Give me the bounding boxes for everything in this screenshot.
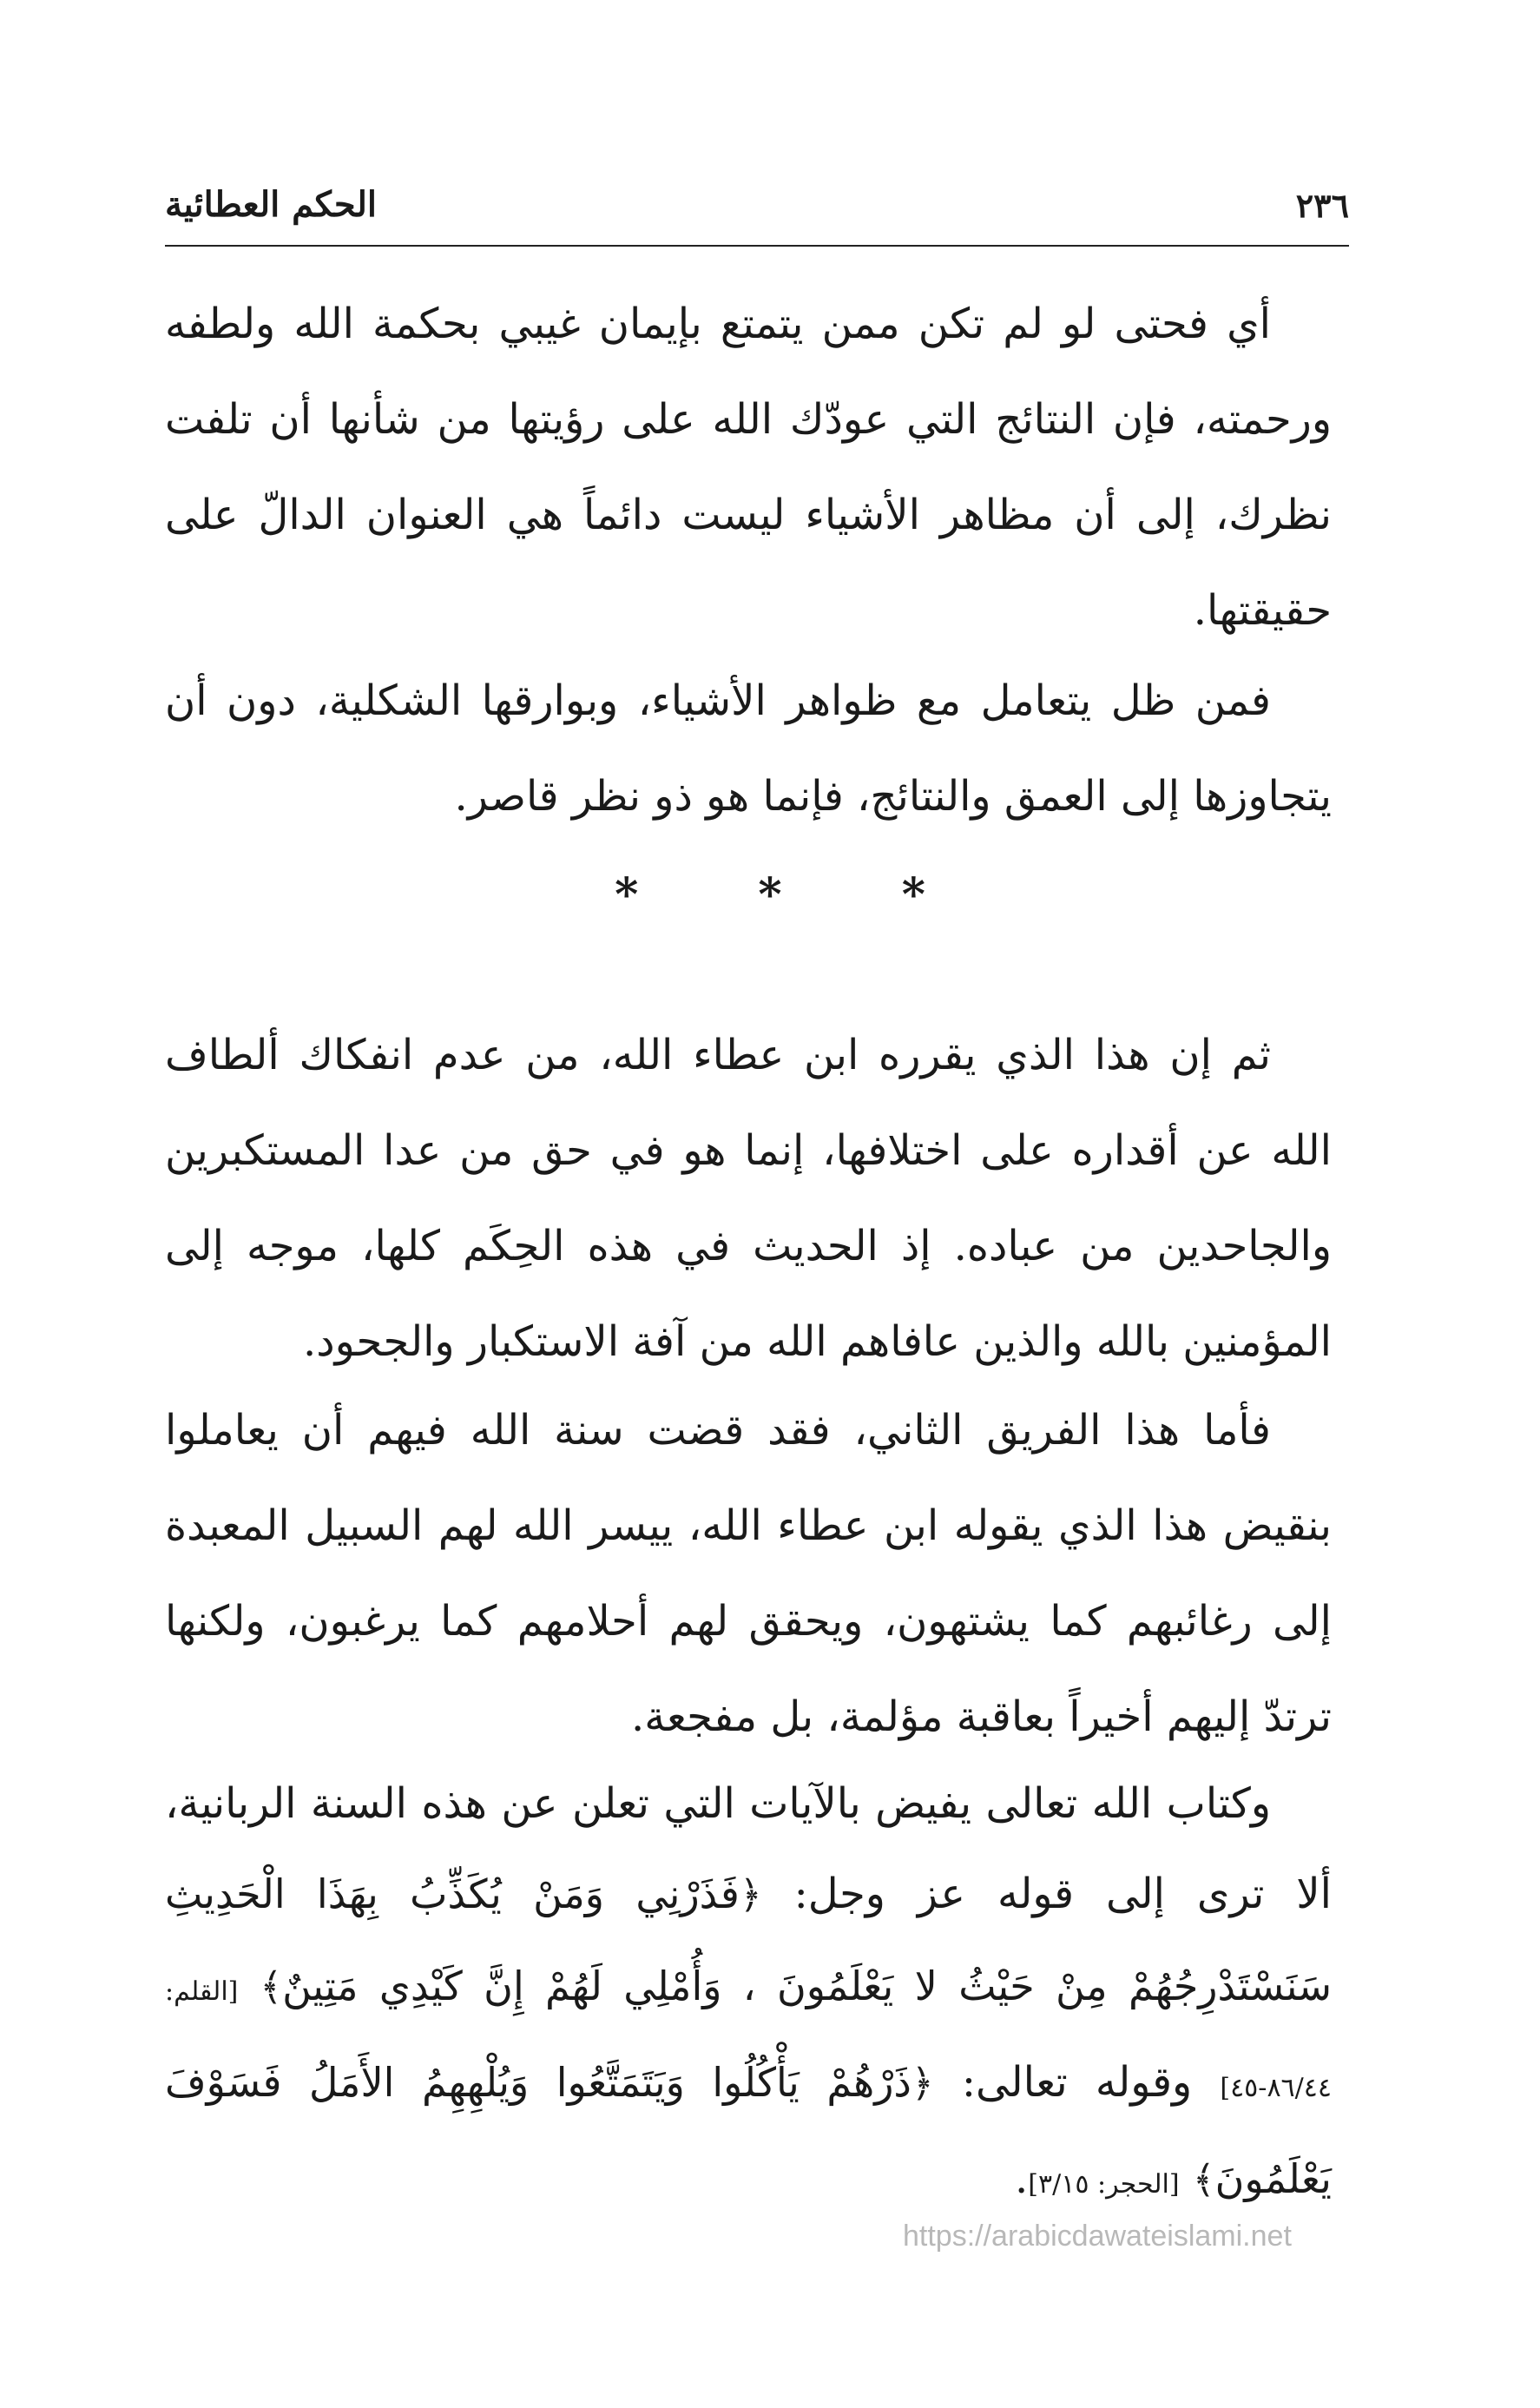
text-block-3 xyxy=(165,1007,1332,1389)
watermark-url: https://arabicdawateislami.net xyxy=(903,2220,1292,2253)
text-block-1 xyxy=(165,276,1332,658)
quran-verse-2: ذَرْهُمْ يَأْكُلُوا وَيَتَمَتَّعُوا وَيُلْهِهِمُ الأَمَلُ فَسَوْفَ يَعْلَمُونَ xyxy=(165,2059,1332,2202)
quran-open-brace: ﴿ xyxy=(911,2062,934,2106)
paragraph-2: فمن ظل يتعامل مع ظواهر الأشياء، وبوارقها الشكلية، دون أن يتجاوزها إلى العمق والنتائج، فإنما هو ذو نظر قاصر. xyxy=(165,676,1332,821)
quran-close-brace: ﴾ xyxy=(1192,2158,1215,2202)
text-block-4 xyxy=(165,1382,1332,1765)
separator-star: * xyxy=(901,868,925,921)
section-separator xyxy=(0,868,1540,921)
separator-star: * xyxy=(758,868,782,921)
text-block-2 xyxy=(165,653,1332,844)
quran-close-brace: ﴾ xyxy=(260,1965,283,2009)
separator-star: * xyxy=(615,868,639,921)
paragraph-1: أي فحتى لو لم تكن ممن يتمتع بإيمان غيبي بحكمة الله ولطفه ورحمته، فإن النتائج التي عودّك الله على رؤيتها من شأنها أن تلفت نظرك، إلى أن مظاهر الأشياء ليست دائماً هي العنوان الدالّ على حقيقتها. xyxy=(165,300,1333,635)
paragraph-5-middle: وقوله تعالى: xyxy=(961,2058,1193,2107)
paragraph-5-end: . xyxy=(1015,2154,1029,2203)
quran-open-brace: ﴿ xyxy=(739,1873,762,1917)
verse-citation-1: [القلم: ٨٦/٤٤-٤٥] xyxy=(165,1976,1332,2103)
text-block-5 xyxy=(165,1758,1332,2230)
verse-citation-2: [الحجر: ٣/١٥] xyxy=(1028,2169,1180,2200)
paragraph-5-intro: وكتاب الله تعالى يفيض بالآيات التي تعلن عن هذه السنة الربانية، ألا ترى إلى قوله عز وجل: xyxy=(165,1779,1333,1918)
paragraph-5 xyxy=(165,1758,1332,2230)
paragraph-4: فأما هذا الفريق الثاني، فقد قضت سنة الله فيهم أن يعاملوا بنقيض هذا الذي يقوله ابن عطاء الله، ييسر الله لهم السبيل المعبدة إلى رغائبهم كما يشتهون، ويحقق لهم أحلامهم كما يرغبون، ولكنها ترتدّ إليهم أخيراً بعاقبة مؤلمة، بل مفجعة. xyxy=(165,1406,1332,1741)
quran-verse-1: فَذَرْنِي وَمَنْ يُكَذِّبُ بِهَذَا الْحَدِيثِ سَنَسْتَدْرِجُهُمْ مِنْ حَيْثُ لا يَعْلَمُونَ ، وَأُمْلِي لَهُمْ إِنَّ كَيْدِي مَتِينٌ xyxy=(165,1870,1332,2009)
running-header xyxy=(165,174,1349,243)
page-number: ٢٣٦ xyxy=(1295,186,1349,225)
book-title: الحكم العطائية xyxy=(165,184,378,225)
paragraph-3: ثم إن هذا الذي يقرره ابن عطاء الله، من عدم انفكاك ألطاف الله عن أقداره على اختلافها، إنما هو في حق من عدا المستكبرين والجاحدين من عباده. إذ الحديث في هذه الحِكَم كلها، موجه إلى المؤمنين بالله والذين عافاهم الله من آفة الاستكبار والجحود. xyxy=(165,1031,1333,1366)
header-divider xyxy=(165,245,1349,247)
